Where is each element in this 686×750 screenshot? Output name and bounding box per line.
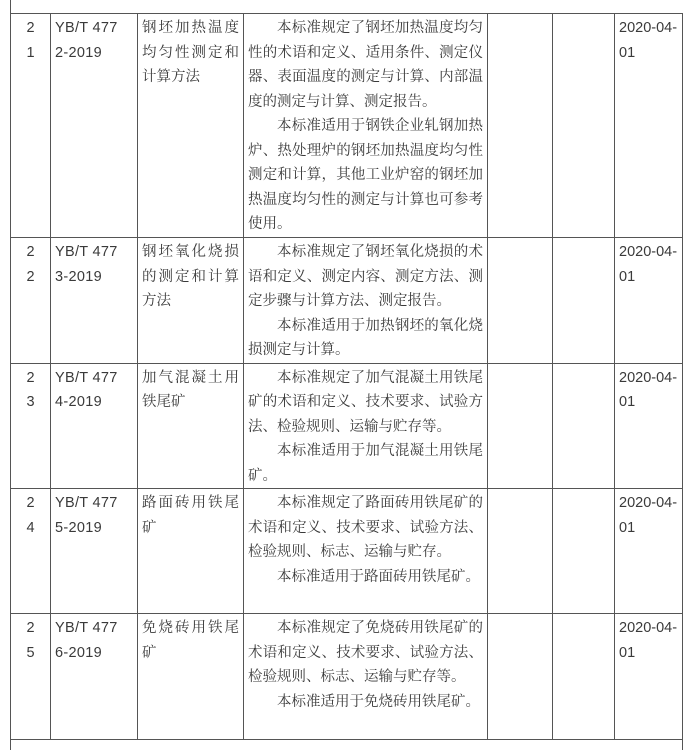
row-number-cell <box>11 489 51 614</box>
table-top-edge-stub <box>10 0 11 13</box>
table-row-partial <box>11 740 683 750</box>
scope-paragraph: 本标准适用于加热钢坯的氧化烧损测定与计算。 <box>248 317 483 358</box>
standard-code-cell <box>51 489 138 614</box>
table-row <box>11 238 683 364</box>
standard-code-line: 3-2019 <box>55 268 102 285</box>
standard-code-cell <box>51 614 138 740</box>
scope-paragraph: 本标准规定了钢坯氧化烧损的术语和定义、测定内容、测定方法、测定步骤与计算方法、测定报告。 <box>248 244 483 309</box>
scope-paragraph: 本标准适用于路面砖用铁尾矿。 <box>277 568 480 585</box>
implementation-date-cell: 2020-04-01 <box>615 14 683 238</box>
empty-cell <box>488 363 553 489</box>
scope-cell <box>244 614 488 740</box>
standard-name-cell: 钢坯加热温度均匀性测定和计算方法 <box>138 14 244 238</box>
empty-cell <box>488 489 553 614</box>
scope-paragraph: 本标准规定了钢坯加热温度均匀性的术语和定义、适用条件、测定仪器、表面温度的测定与计算、内部温度的测定与计算、测定报告。 <box>248 20 483 110</box>
scope-cell <box>244 489 488 614</box>
empty-cell <box>553 363 615 489</box>
standards-table <box>10 13 683 750</box>
row-number-line: 2 <box>26 268 35 285</box>
scope-cell <box>244 14 488 238</box>
standard-code-line: 4-2019 <box>55 394 102 410</box>
implementation-date-cell: 2020-04-01 <box>615 363 683 489</box>
empty-cell <box>488 238 553 364</box>
standard-name-cell: 钢坯氧化烧损的测定和计算方法 <box>138 238 244 364</box>
standard-code-line: 5-2019 <box>55 519 102 536</box>
standard-code-line: YB/T 477 <box>55 244 118 260</box>
scope-paragraph: 本标准适用于加气混凝土用铁尾矿。 <box>248 443 483 484</box>
empty-cell <box>488 614 553 740</box>
scope-paragraph: 本标准规定了加气混凝土用铁尾矿的术语和定义、技术要求、试验方法、检验规则、运输与贮存等。 <box>248 369 483 435</box>
table-row <box>11 363 683 489</box>
standard-code-line: YB/T 477 <box>55 20 118 36</box>
empty-cell <box>553 614 615 740</box>
standard-code-line: YB/T 477 <box>55 369 118 386</box>
scope-paragraph: 本标准适用于钢铁企业轧钢加热炉、热处理炉的钢坯加热温度均匀性测定和计算，其他工业炉窑的钢坯加热温度均匀性的测定与计算也可参考使用。 <box>248 118 483 232</box>
row-number-line: 4 <box>26 519 35 536</box>
row-number-cell <box>11 238 51 364</box>
standard-code-cell <box>51 363 138 489</box>
row-number-cell <box>11 363 51 489</box>
scope-cell <box>244 363 488 489</box>
empty-cell <box>553 14 615 238</box>
row-number-line: 1 <box>26 44 35 61</box>
standard-code-line: YB/T 477 <box>55 495 118 511</box>
standard-name-cell: 路面砖用铁尾矿 <box>138 489 244 614</box>
standard-name-cell: 加气混凝土用铁尾矿 <box>138 363 244 489</box>
row-number-line: 2 <box>26 620 35 636</box>
implementation-date-cell: 2020-04-01 <box>615 614 683 740</box>
table-row <box>11 14 683 238</box>
scope-paragraph: 本标准规定了路面砖用铁尾矿的术语和定义、技术要求、试验方法、检验规则、标志、运输与贮存。 <box>248 495 483 560</box>
standard-code-line: YB/T 477 <box>55 620 118 636</box>
implementation-date-cell: 2020-04-01 <box>615 489 683 614</box>
cutoff-row-cell <box>11 740 683 750</box>
standard-code-line: 6-2019 <box>55 644 102 661</box>
row-number-line: 2 <box>26 369 35 386</box>
standard-code-line: 2-2019 <box>55 44 102 61</box>
row-number-cell <box>11 614 51 740</box>
standard-code-cell <box>51 238 138 364</box>
scope-paragraph: 本标准规定了免烧砖用铁尾矿的术语和定义、技术要求、试验方法、检验规则、标志、运输与贮存等。 <box>248 620 483 685</box>
empty-cell <box>553 238 615 364</box>
standard-name-cell: 免烧砖用铁尾矿 <box>138 614 244 740</box>
row-number-line: 2 <box>26 20 35 36</box>
scope-cell <box>244 238 488 364</box>
empty-cell <box>553 489 615 614</box>
row-number-cell <box>11 14 51 238</box>
row-number-line: 5 <box>26 644 35 661</box>
implementation-date-cell: 2020-04-01 <box>615 238 683 364</box>
row-number-line: 2 <box>26 495 35 511</box>
empty-cell <box>488 14 553 238</box>
row-number-line: 3 <box>26 394 35 410</box>
scope-paragraph: 本标准适用于免烧砖用铁尾矿。 <box>277 693 480 710</box>
row-number-line: 2 <box>26 244 35 260</box>
table-row <box>11 489 683 614</box>
table-row <box>11 614 683 740</box>
standard-code-cell <box>51 14 138 238</box>
